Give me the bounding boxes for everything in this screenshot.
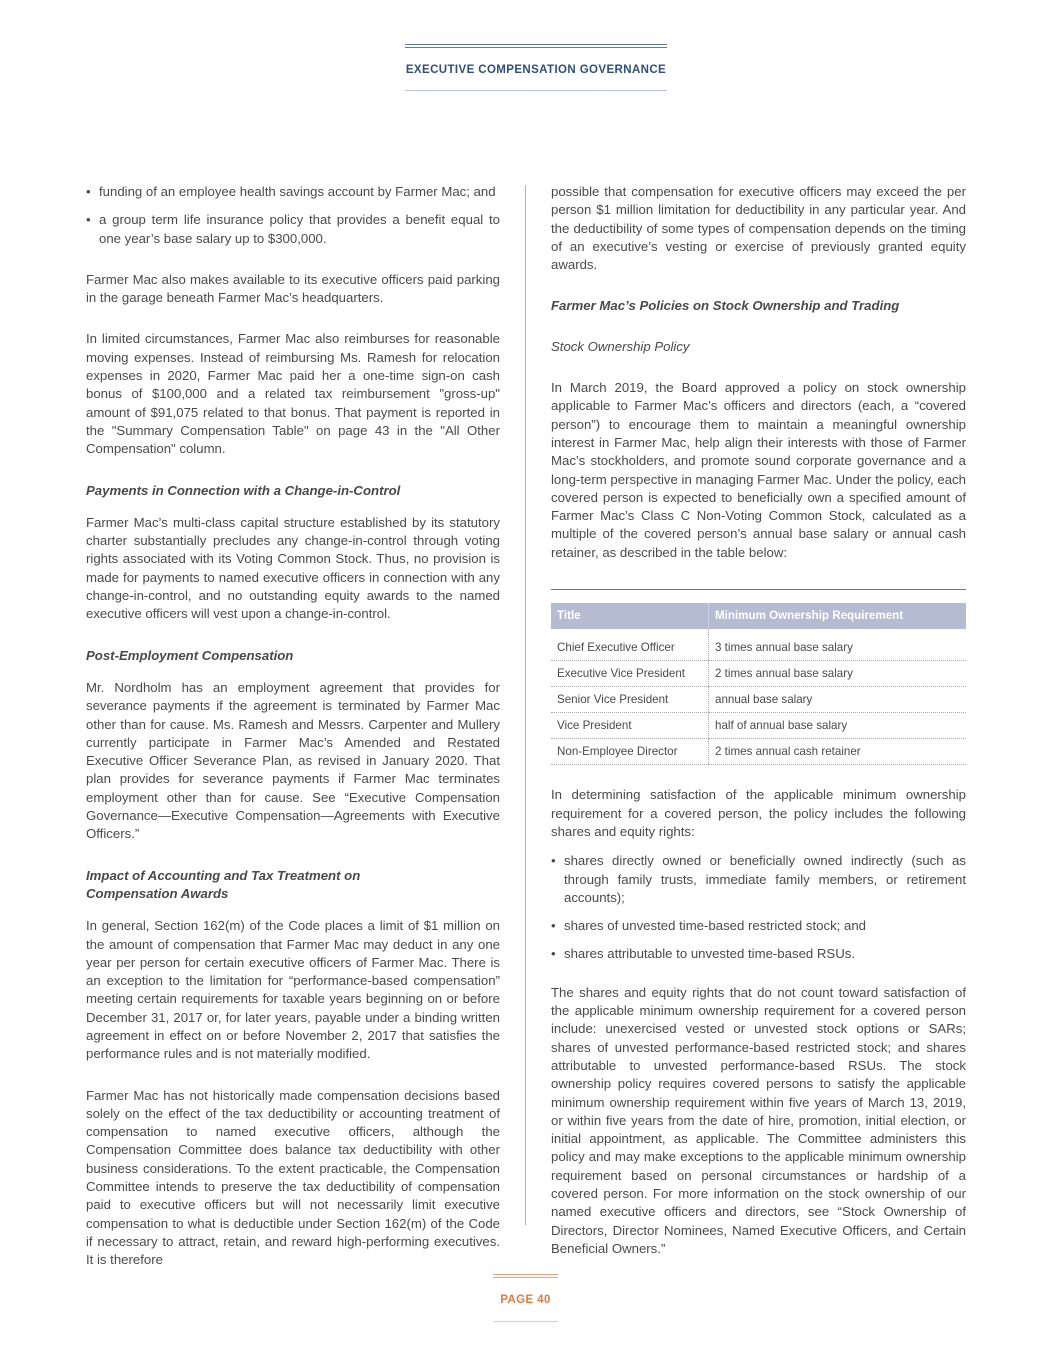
footer-rule-top [493,1274,558,1278]
header-title: EXECUTIVE COMPENSATION GOVERNANCE [405,64,667,76]
table-row [551,635,966,661]
cell-title: Non-Employee Director [551,739,709,765]
cell-requirement: annual base salary [709,687,967,713]
left-column [86,183,500,1270]
table-row [551,739,966,765]
right-column [551,183,966,1258]
page-header [405,44,667,91]
paragraph-change-in-control: Farmer Mac’s multi-class capital structure established by its statutory charter substantially precludes any change-in-control through voting rights associated with its Voting Common Stock. Thus, no provision is made for payments to named executive officers in connection with any change-in-control, and no outstanding equity awards to the named executive officers will vest upon a change-in-control. [86,514,500,622]
cell-requirement: 2 times annual base salary [709,661,967,687]
paragraph-section-162m: In general, Section 162(m) of the Code places a limit of $1 million on the amount of compensation that Farmer Mac may deduct in any one year per person for certain executive officers of Farmer Mac. There is an exception to the limitation for “performance-based compensation” meeting certain requirements for taxable years beginning on or before December 31, 2017 or, for later years, payable under a binding written agreement in effect on or before November 2, 2017 that satisfies the performance rules and is not materially modified. [86,918,500,1062]
page-number: PAGE 40 [500,1294,551,1306]
paragraph-historical-decisions: Farmer Mac has not historically made compensation decisions based solely on the effect of the tax deductibility or accounting treatment of compensation to named executive officers, although the Compensation Committee does balance tax deductibility with other business considerations. To the extent practicable, the Compensation Committee intends to preserve the tax deductibility of compensation paid to executive officers but will not necessarily limit executive compensation to what is deductible under Section 162(m) of the Code if necessary to attract, retain, and reward high-performing executives. It is therefore [86,1087,500,1268]
paragraph-continuation: possible that compensation for executive officers may exceed the per person $1 million limitation for deductibility in any particular year. And the deductibility of some types of compensation depends on the timing of an executive’s vesting or exercise of previously granted equity awards. [551,184,966,273]
header-rule-top [405,44,667,48]
paragraph-moving-expenses: In limited circumstances, Farmer Mac also reimburses for reasonable moving expenses. Instead of reimbursing Ms. Ramesh for relocation expenses in 2020, Farmer Mac paid her a one-time sign-on cash bonus of $100,000 and a related tax reimbursement "gross-up" amount of $91,075 related to that bonus. That payment is reported in the "Summary Compensation Table" on page 43 in the "All Other Compensation" column. [86,331,500,457]
list-item: • funding of an employee health savings account by Farmer Mac; and [86,183,500,201]
paragraph-parking: Farmer Mac also makes available to its executive officers paid parking in the garage beneath Farmer Mac’s headquarters. [86,271,500,306]
column-divider [525,185,526,1225]
column-header-title: Title [551,603,709,629]
ownership-requirements-table [551,603,966,765]
table-row [551,713,966,739]
list-item: • shares of unvested time-based restricted stock; and [551,917,966,935]
paragraph-excluded-shares: The shares and equity rights that do not count toward satisfaction of the applicable minimum ownership requirement for a covered person include: unexercised vested or unvested stock options or SARs; shares of unvested performance-based restricted stock; and shares attributable to unvested performance-based RSUs. The stock ownership policy requires covered persons to satisfy the applicable minimum ownership requirement within five years of March 13, 2019, or within five years from the date of hire, promotion, initial election, or initial appointment, as applicable. The Committee administers this policy and may make exceptions to the applicable minimum ownership requirement based on personal circumstances or hardship of a covered person. For more information on the stock ownership of our named executive officers and directors, see “Stock Ownership of Directors, Director Nominees, Named Executive Officers, and Certain Beneficial Owners.” [551,984,966,1256]
cell-requirement: 2 times annual cash retainer [709,739,967,765]
paragraph-policy-description: In March 2019, the Board approved a policy on stock ownership applicable to Farmer Mac’s officers and directors (each, a “covered person”) to encourage them to maintain a meaningful ownership interest in Farmer Mac, help align their interests with those of Farmer Mac’s stockholders, and promote sound corporate governance and a long-term perspective in managing Farmer Mac. Under the policy, each covered person is expected to beneficially own a specified amount of Farmer Mac’s Class C Non-Voting Common Stock, calculated as a multiple of the covered person’s annual base salary or annual cash retainer, as described in the table below: [551,380,966,560]
header-rule-bottom [405,90,667,91]
cell-title: Vice President [551,713,709,739]
benefits-list [86,183,500,248]
footer-rule-bottom [493,1321,558,1322]
paragraph-post-employment: Mr. Nordholm has an employment agreement that provides for severance payments if the agreement is terminated by Farmer Mac other than for cause. Ms. Ramesh and Messrs. Carpenter and Mullery currently participate in Farmer Mac’s Amended and Restated Executive Officer Severance Plan, as revised in January 2020. That plan provides for severance payments if Farmer Mac terminates employment other than for cause. See “Executive Compensation Governance—Executive Compensation—Agreements with Executive Officers.” [86,679,500,842]
heading-change-in-control: Payments in Connection with a Change-in-Control [86,482,401,498]
heading-accounting-tax-line2: Compensation Awards [86,885,229,901]
heading-accounting-tax [86,867,500,904]
heading-accounting-tax-line1: Impact of Accounting and Tax Treatment on [86,867,361,883]
list-item: • shares attributable to unvested time-based RSUs. [551,945,966,963]
list-item: • shares directly owned or beneficially owned indirectly (such as through family trusts, immediate family members, or retirement accounts); [551,852,966,907]
heading-post-employment: Post-Employment Compensation [86,647,294,663]
page-footer [493,1274,558,1322]
cell-requirement: half of annual base salary [709,713,967,739]
cell-title: Chief Executive Officer [551,635,709,661]
table-rule [551,589,966,590]
list-item: • a group term life insurance policy that provides a benefit equal to one year’s base salary up to $300,000. [86,211,500,248]
column-header-requirement: Minimum Ownership Requirement [709,603,967,629]
subheading-stock-ownership-policy: Stock Ownership Policy [551,338,690,354]
heading-stock-policies: Farmer Mac’s Policies on Stock Ownership and Trading [551,298,900,314]
cell-title: Executive Vice President [551,661,709,687]
cell-requirement: 3 times annual base salary [709,635,967,661]
paragraph-determining: In determining satisfaction of the applicable minimum ownership requirement for a covered person, the policy includes the following shares and equity rights: [551,787,966,839]
cell-title: Senior Vice President [551,687,709,713]
included-shares-list [551,852,966,963]
table-row [551,661,966,687]
table-header-row [551,603,966,629]
table-row [551,687,966,713]
